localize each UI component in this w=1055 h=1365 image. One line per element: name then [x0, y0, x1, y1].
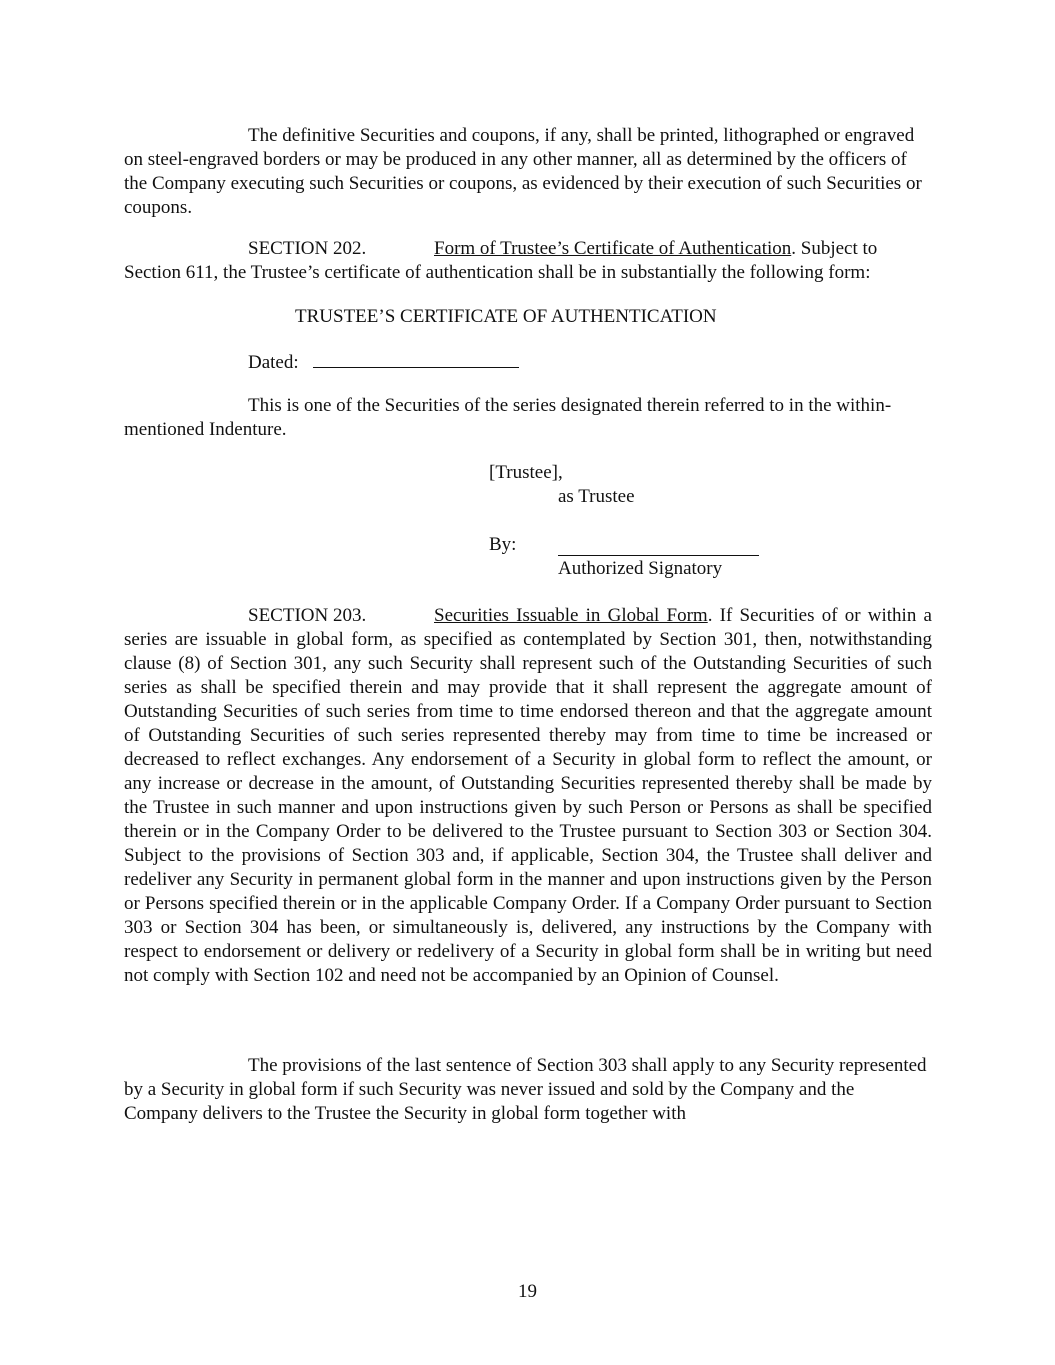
paragraph-text: The provisions of the last sentence of Section 303 shall apply to any Security represented by a Security in global form if such Security was never issued and sold by the Company and the Company delivers to the Trustee the Security in global form together with — [124, 1055, 927, 1124]
authorized-signatory: Authorized Signatory — [558, 558, 723, 579]
certificate-body-text: This is one of the Securities of the series designated therein referred to in the within-mentioned Indenture. — [124, 395, 892, 440]
section-203-heading: Securities Issuable in Global Form — [434, 605, 708, 626]
certificate-title: TRUSTEE’S CERTIFICATE OF AUTHENTICATION — [295, 306, 717, 327]
as-trustee: as Trustee — [558, 486, 635, 507]
section-202-label: SECTION 202. — [248, 238, 367, 259]
paragraph-text: The definitive Securities and coupons, if any, shall be printed, lithographed or engraved on steel-engraved borders or may be produced in any other manner, all as determined by the officers of the Company executing such Securities or coupons, as evidenced by their execution of such Securities or coupons. — [124, 125, 922, 218]
page-number: 19 — [518, 1281, 537, 1302]
signature-blank — [558, 537, 759, 556]
certificate-body — [124, 394, 932, 442]
section-203-body: . If Securities of or within a series are issuable in global form, as specified as contemplated by Section 301, then, notwithstanding clause (8) of Section 301, any such Security shall represent such of the Outstanding Securities of such series as shall be specified therein and may provide that it shall represent the aggregate amount of Outstanding Securities of such series from time to time endorsed thereon and that the aggregate amount of Outstanding Securities of such series represented thereby may from time to time be increased or decreased to reflect exchanges. Any endorsement of a Security in global form to reflect the amount, or any increase or decrease in the amount, of Outstanding Securities represented thereby shall be made by the Trustee in such manner and upon instructions given by such Person or Persons as shall be specified therein or in the Company Order to be delivered to the Trustee pursuant to Section 303 or Section 304. Subject to the provisions of Section 303 and, if applicable, Section 304, the Trustee shall deliver and redeliver any Security in permanent global form in the manner and upon instructions given by the Person or Persons specified therein or in the applicable Company Order. If a Company Order pursuant to Section 303 or Section 304 has been, or simultaneously is, delivered, any instructions by the Company with respect to endorsement or delivery or redelivery of a Security in global form shall be in writing but need not comply with Section 102 and need not be accompanied by an Opinion of Counsel. — [124, 605, 932, 986]
paragraph-last-sentence — [124, 1054, 932, 1126]
dated-blank — [313, 349, 519, 368]
section-203-label: SECTION 203. — [248, 605, 367, 626]
section-202-paragraph — [124, 237, 932, 285]
section-202-heading: Form of Trustee’s Certificate of Authentication — [434, 238, 792, 259]
paragraph-definitive-securities — [124, 124, 932, 220]
section-203-paragraph — [124, 604, 932, 988]
dated-label: Dated: — [248, 352, 299, 373]
section-202-body: . Subject to Section 611, the Trustee’s certificate of authentication shall be in substantially the following form: — [124, 238, 878, 283]
trustee-name: [Trustee], — [489, 462, 563, 483]
dated-line — [248, 349, 519, 375]
by-label: By: — [489, 534, 517, 555]
